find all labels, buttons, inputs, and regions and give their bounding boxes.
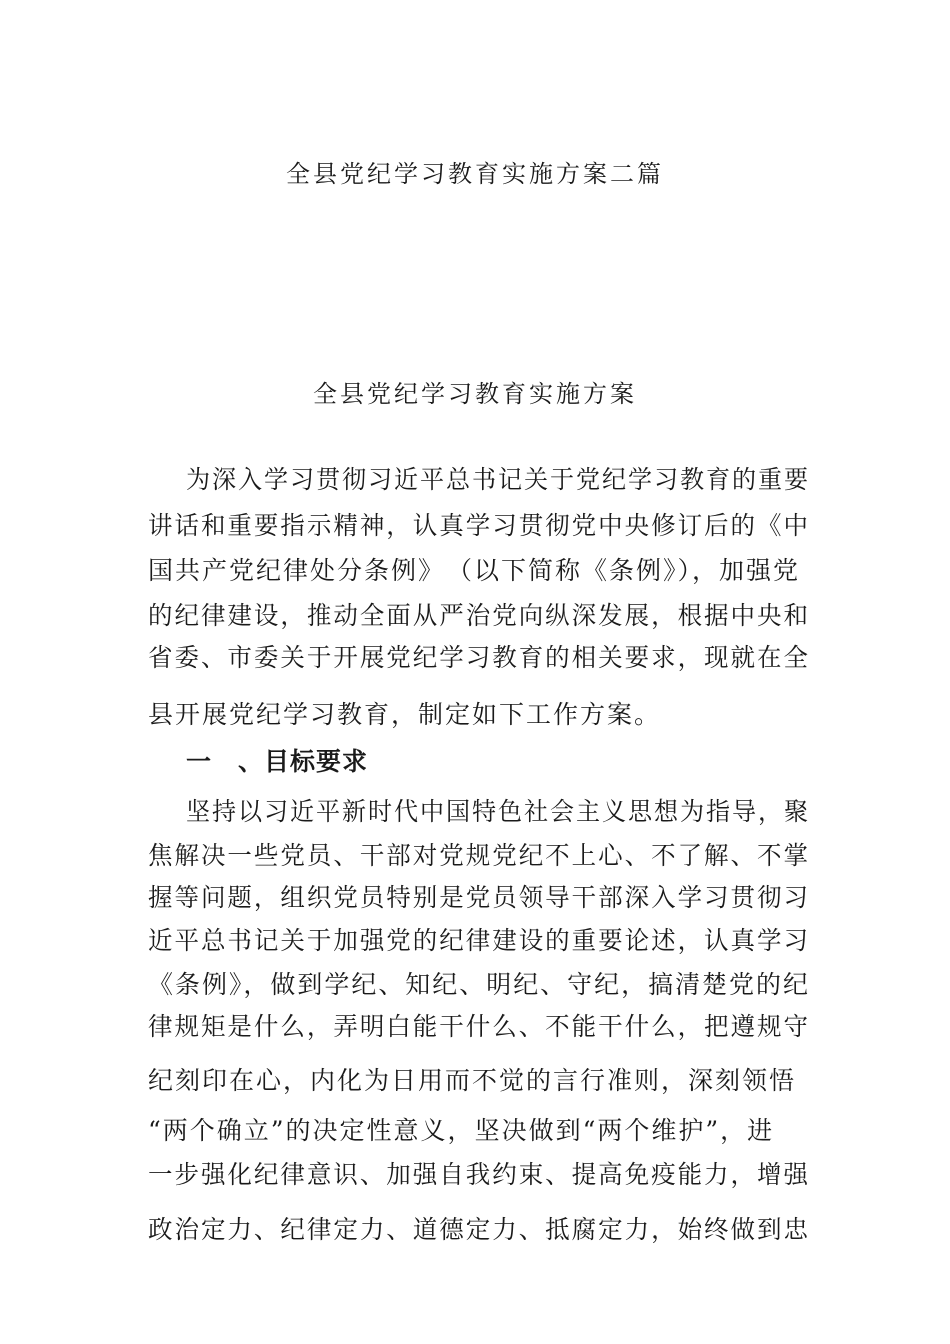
intro-line-5: 省委、市委关于开展党纪学习教育的相关要求，现就在全 xyxy=(148,643,810,672)
section-1-line-2: 焦解决一些党员、干部对党规党纪不上心、不了解、不掌 xyxy=(148,841,810,870)
section-1-line-7: 纪刻印在心，内化为日用而不觉的言行准则，深刻领悟 xyxy=(148,1066,797,1095)
section-1-line-3: 握等问题，组织党员特别是党员领导干部深入学习贯彻习 xyxy=(148,883,810,912)
intro-line-2: 讲话和重要指示精神，认真学习贯彻党中央修订后的《中 xyxy=(148,511,810,540)
sub-title: 全县党纪学习教育实施方案 xyxy=(313,380,637,408)
section-1-heading: 一 、目标要求 xyxy=(186,747,369,776)
intro-line-3: 国共产党纪律处分条例》 （以下简称《条例》），加强党 xyxy=(148,556,801,585)
section-1-line-10: 政治定力、纪律定力、道德定力、抵腐定力，始终做到忠 xyxy=(148,1215,810,1244)
section-1-line-5: 《条例》，做到学纪、知纪、明纪、守纪，搞清楚党的纪 xyxy=(148,970,810,999)
section-1-line-8: “两个确立”的决定性意义，坚决做到“两个维护”，进 xyxy=(148,1116,775,1145)
intro-line-4: 的纪律建设，推动全面从严治党向纵深发展，根据中央和 xyxy=(148,601,810,630)
section-1-line-4: 近平总书记关于加强党的纪律建设的重要论述，认真学习 xyxy=(148,926,810,955)
main-title: 全县党纪学习教育实施方案二篇 xyxy=(286,160,664,188)
section-1-line-9: 一步强化纪律意识、加强自我约束、提高免疫能力，增强 xyxy=(148,1160,810,1189)
section-1-line-1: 坚持以习近平新时代中国特色社会主义思想为指导，聚 xyxy=(186,797,810,826)
section-1-line-6: 律规矩是什么，弄明白能干什么、不能干什么，把遵规守 xyxy=(148,1012,810,1041)
intro-line-1: 为深入学习贯彻习近平总书记关于党纪学习教育的重要 xyxy=(186,465,810,494)
intro-line-6: 县开展党纪学习教育，制定如下工作方案。 xyxy=(148,700,662,729)
